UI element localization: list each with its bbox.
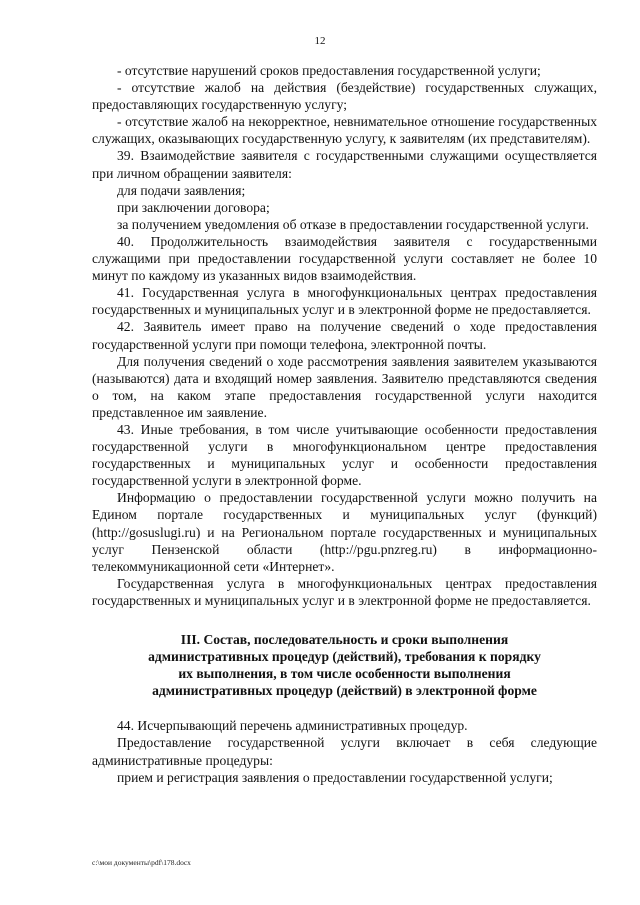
paragraph: за получением уведомления об отказе в предоставлении государственной услуги.	[117, 216, 589, 232]
paragraph: 44. Исчерпывающий перечень административных процедур.	[117, 718, 468, 734]
section-heading-line: их выполнения, в том числе особенности выполнения	[178, 666, 511, 682]
paragraph: Предоставление государственной услуги включает в себя следующие административные процедуры:	[92, 735, 597, 768]
paragraph: для подачи заявления;	[117, 182, 246, 198]
paragraph: Для получения сведений о ходе рассмотрения заявления заявителем указываются (называются) дата и входящий номер заявления. Заявителю представляются сведения о том, на каком этапе предоставления государственной услуги находится представленное им заявление.	[92, 353, 597, 420]
document-body	[92, 62, 597, 786]
section-heading-line: административных процедур (действий) в электронной форме	[152, 683, 537, 699]
paragraph: 39. Взаимодействие заявителя с государственными служащими осуществляется при личном обращении заявителя:	[92, 148, 597, 181]
paragraph: Государственная услуга в многофункциональных центрах предоставления государственных и муниципальных услуг и в электронной форме не предоставляется.	[92, 575, 597, 608]
paragraph: - отсутствие жалоб на действия (бездействие) государственных служащих, предоставляющих государственную услугу;	[92, 80, 597, 113]
paragraph: Информацию о предоставлении государственной услуги можно получить на Едином портале государственных и муниципальных услуг (функций) (http://gosuslugi.ru) и на Региональном портале государственных и муниципальных услуг Пензенской области (http://pgu.pnzreg.ru) в информационно-телекоммуникационной сети «Интернет».	[92, 490, 597, 574]
section-heading-line: административных процедур (действий), требования к порядку	[148, 649, 541, 665]
paragraph: - отсутствие нарушений сроков предоставления государственной услуги;	[117, 63, 541, 78]
paragraph: 40. Продолжительность взаимодействия заявителя с государственными служащими при предоставлении государственной услуги составляет не более 10 минут по каждому из указанных видов взаимодействия.	[92, 233, 597, 284]
section-heading-line: III. Состав, последовательность и сроки выполнения	[180, 632, 509, 647]
paragraph: при заключении договора;	[117, 199, 270, 215]
paragraph: 42. Заявитель имеет право на получение сведений о ходе предоставления государственной услуги при помощи телефона, электронной почты.	[92, 319, 597, 352]
paragraph: 41. Государственная услуга в многофункциональных центрах предоставления государственных и муниципальных услуг и в электронной форме не предоставляется.	[92, 285, 597, 318]
footer-file-path: c:\мои документы\pdf\178.docx	[92, 858, 191, 867]
paragraph: 43. Иные требования, в том числе учитывающие особенности предоставления государственной услуги в многофункциональном центре предоставления государственных и муниципальных услуг и особенности предоставления государственной услуги в электронной форме.	[92, 421, 597, 489]
page-number: 12	[314, 35, 326, 47]
paragraph: прием и регистрация заявления о предоставлении государственной услуги;	[117, 769, 553, 785]
paragraph: - отсутствие жалоб на некорректное, невнимательное отношение государственных служащих, оказывающих государственную услугу, к заявителям (их представителям).	[92, 114, 597, 147]
section-heading	[92, 631, 597, 699]
